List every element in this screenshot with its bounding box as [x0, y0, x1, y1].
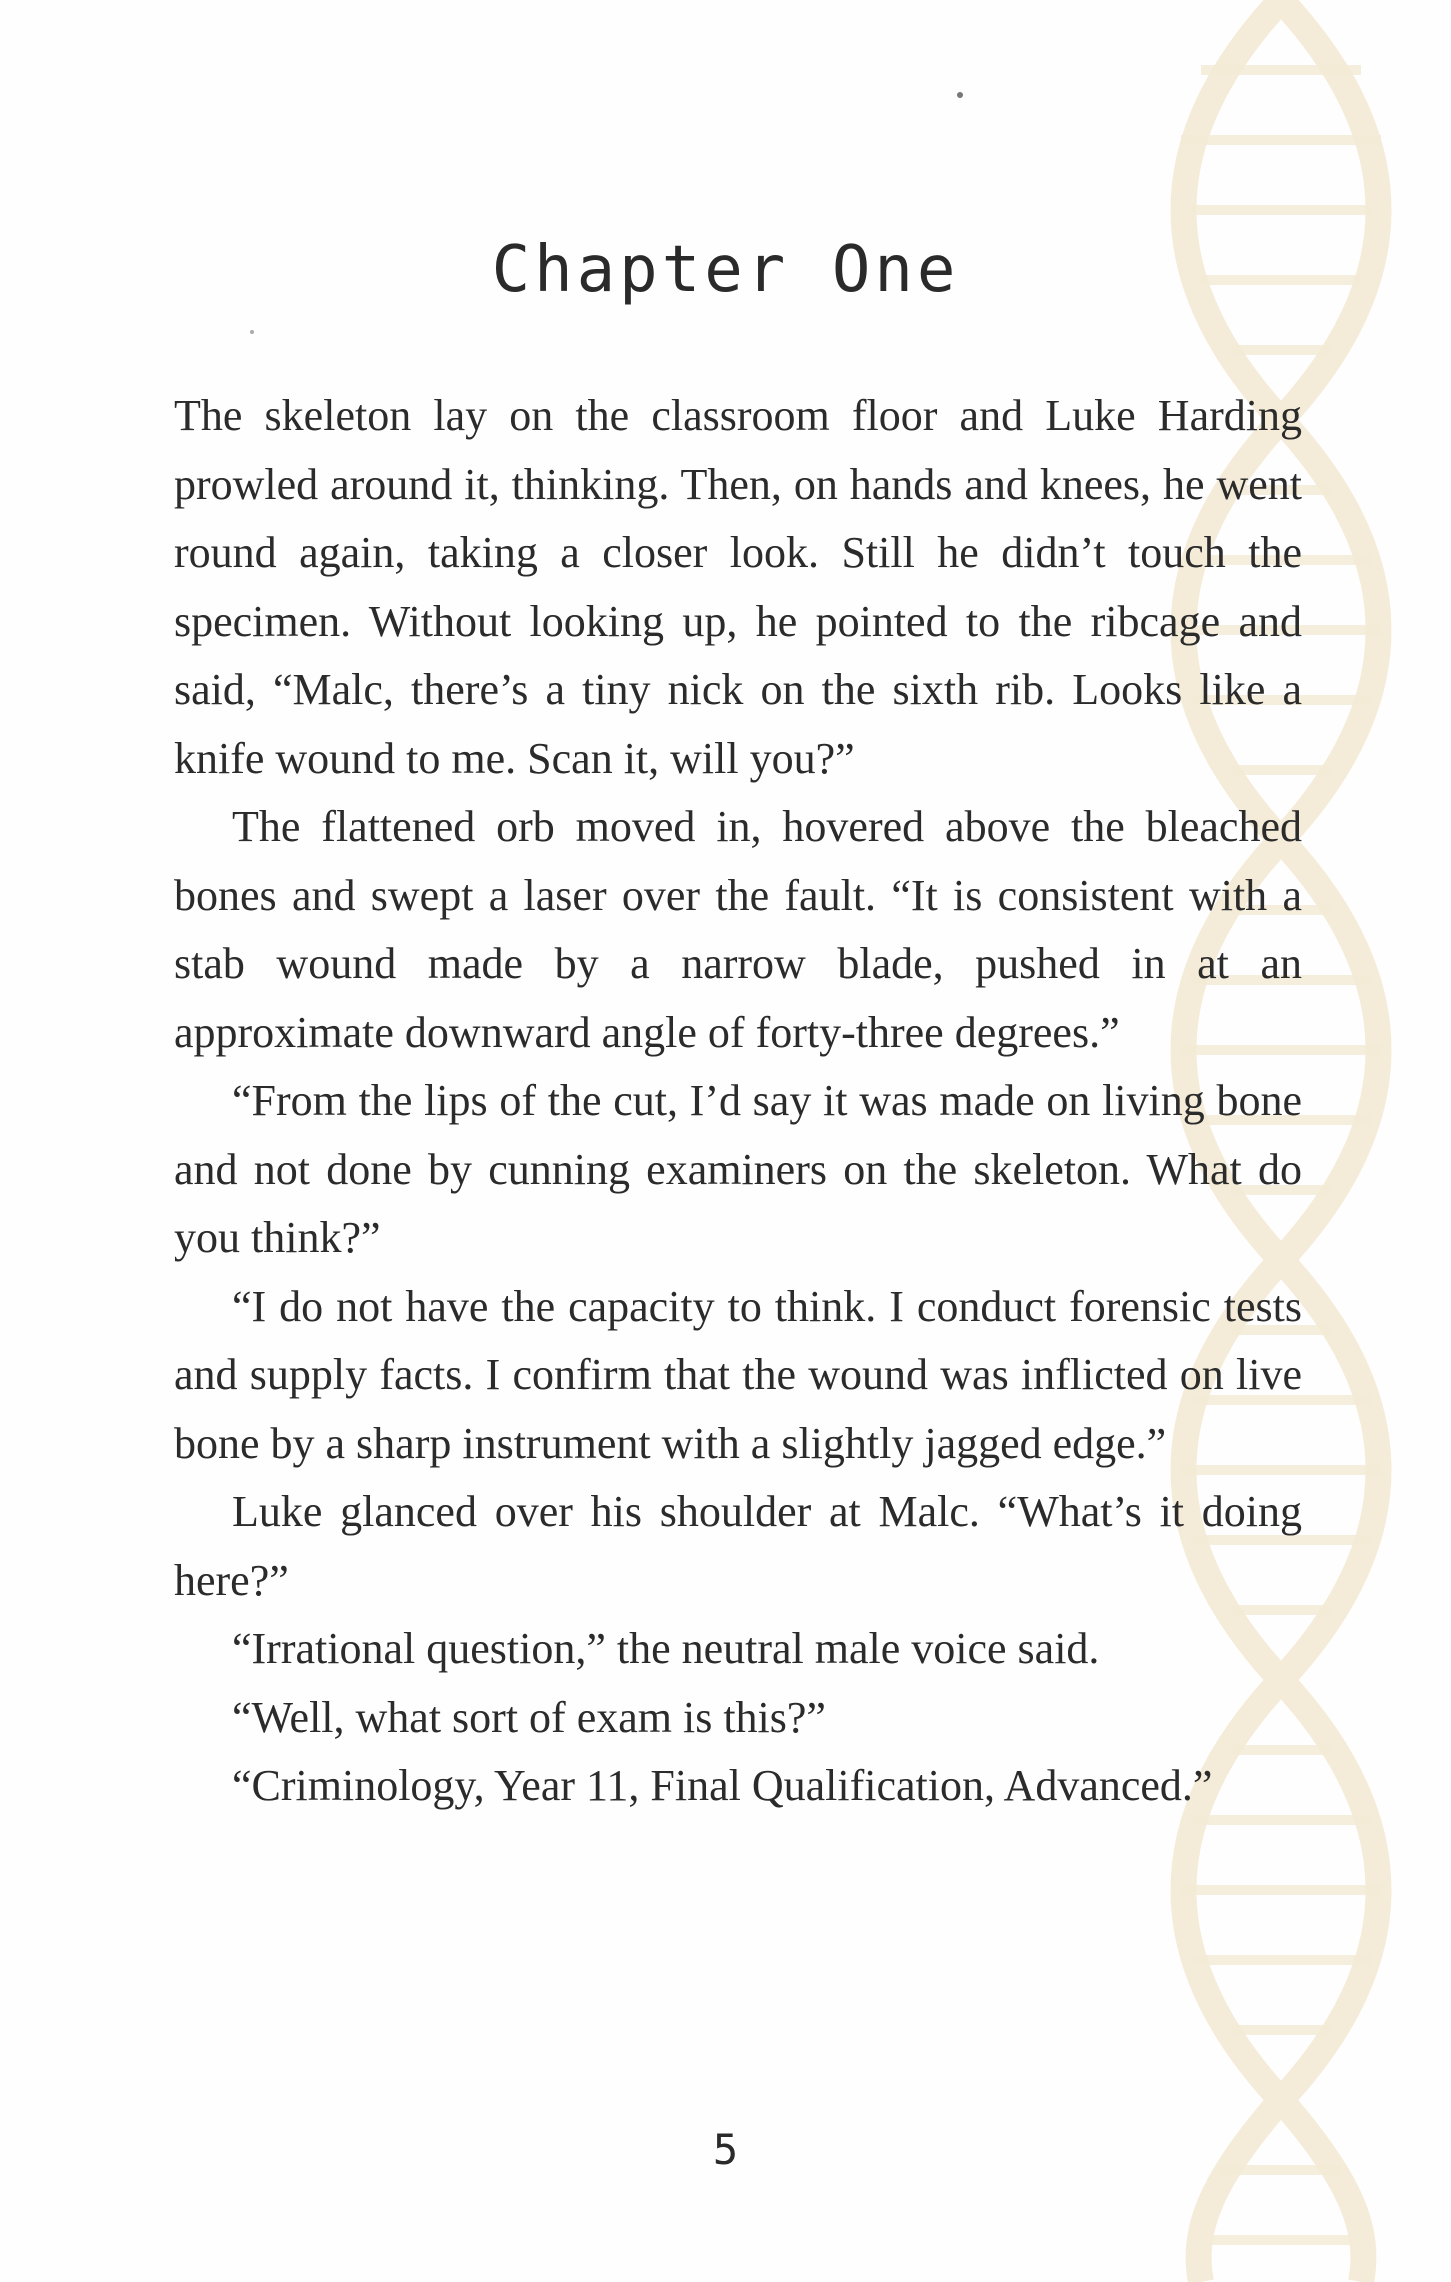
- chapter-title: Chapter One: [491, 233, 960, 307]
- paragraph: “Irrational question,” the neutral male voice said.: [232, 1624, 1100, 1673]
- paragraph: The skeleton lay on the classroom floor and Luke Harding prowled around it, thinking. Then, on hands and knees, he went round again, taking a closer look. Still he didn’t touch the specimen. Without looking up, he pointed to the ribcage and said, “Malc, there’s a tiny nick on the sixth rib. Looks like a knife wound to me. Scan it, will you?”: [174, 391, 1302, 783]
- print-speck: [250, 330, 254, 334]
- print-speck: [957, 92, 963, 98]
- paragraph: “I do not have the capacity to think. I conduct forensic tests and supply facts. I confirm that the wound was inflicted on live bone by a sharp instrument with a slightly jagged edge.”: [174, 1281, 1302, 1468]
- paragraph: “Criminology, Year 11, Final Qualification, Advanced.”: [232, 1761, 1213, 1810]
- paragraph: Luke glanced over his shoulder at Malc. “What’s it doing here?”: [174, 1487, 1302, 1605]
- body-text: [174, 382, 1302, 1821]
- paragraph: “From the lips of the cut, I’d say it was made on living bone and not done by cunning examiners on the skeleton. What do you think?”: [174, 1076, 1302, 1262]
- paragraph: “Well, what sort of exam is this?”: [232, 1692, 826, 1742]
- paragraph: The flattened orb moved in, hovered above the bleached bones and swept a laser over the fault. “It is consistent with a stab wound made by a narrow blade, pushed in at an approximate downward angle of forty-three degrees.”: [174, 802, 1302, 1057]
- page-number: 5: [712, 2125, 739, 2174]
